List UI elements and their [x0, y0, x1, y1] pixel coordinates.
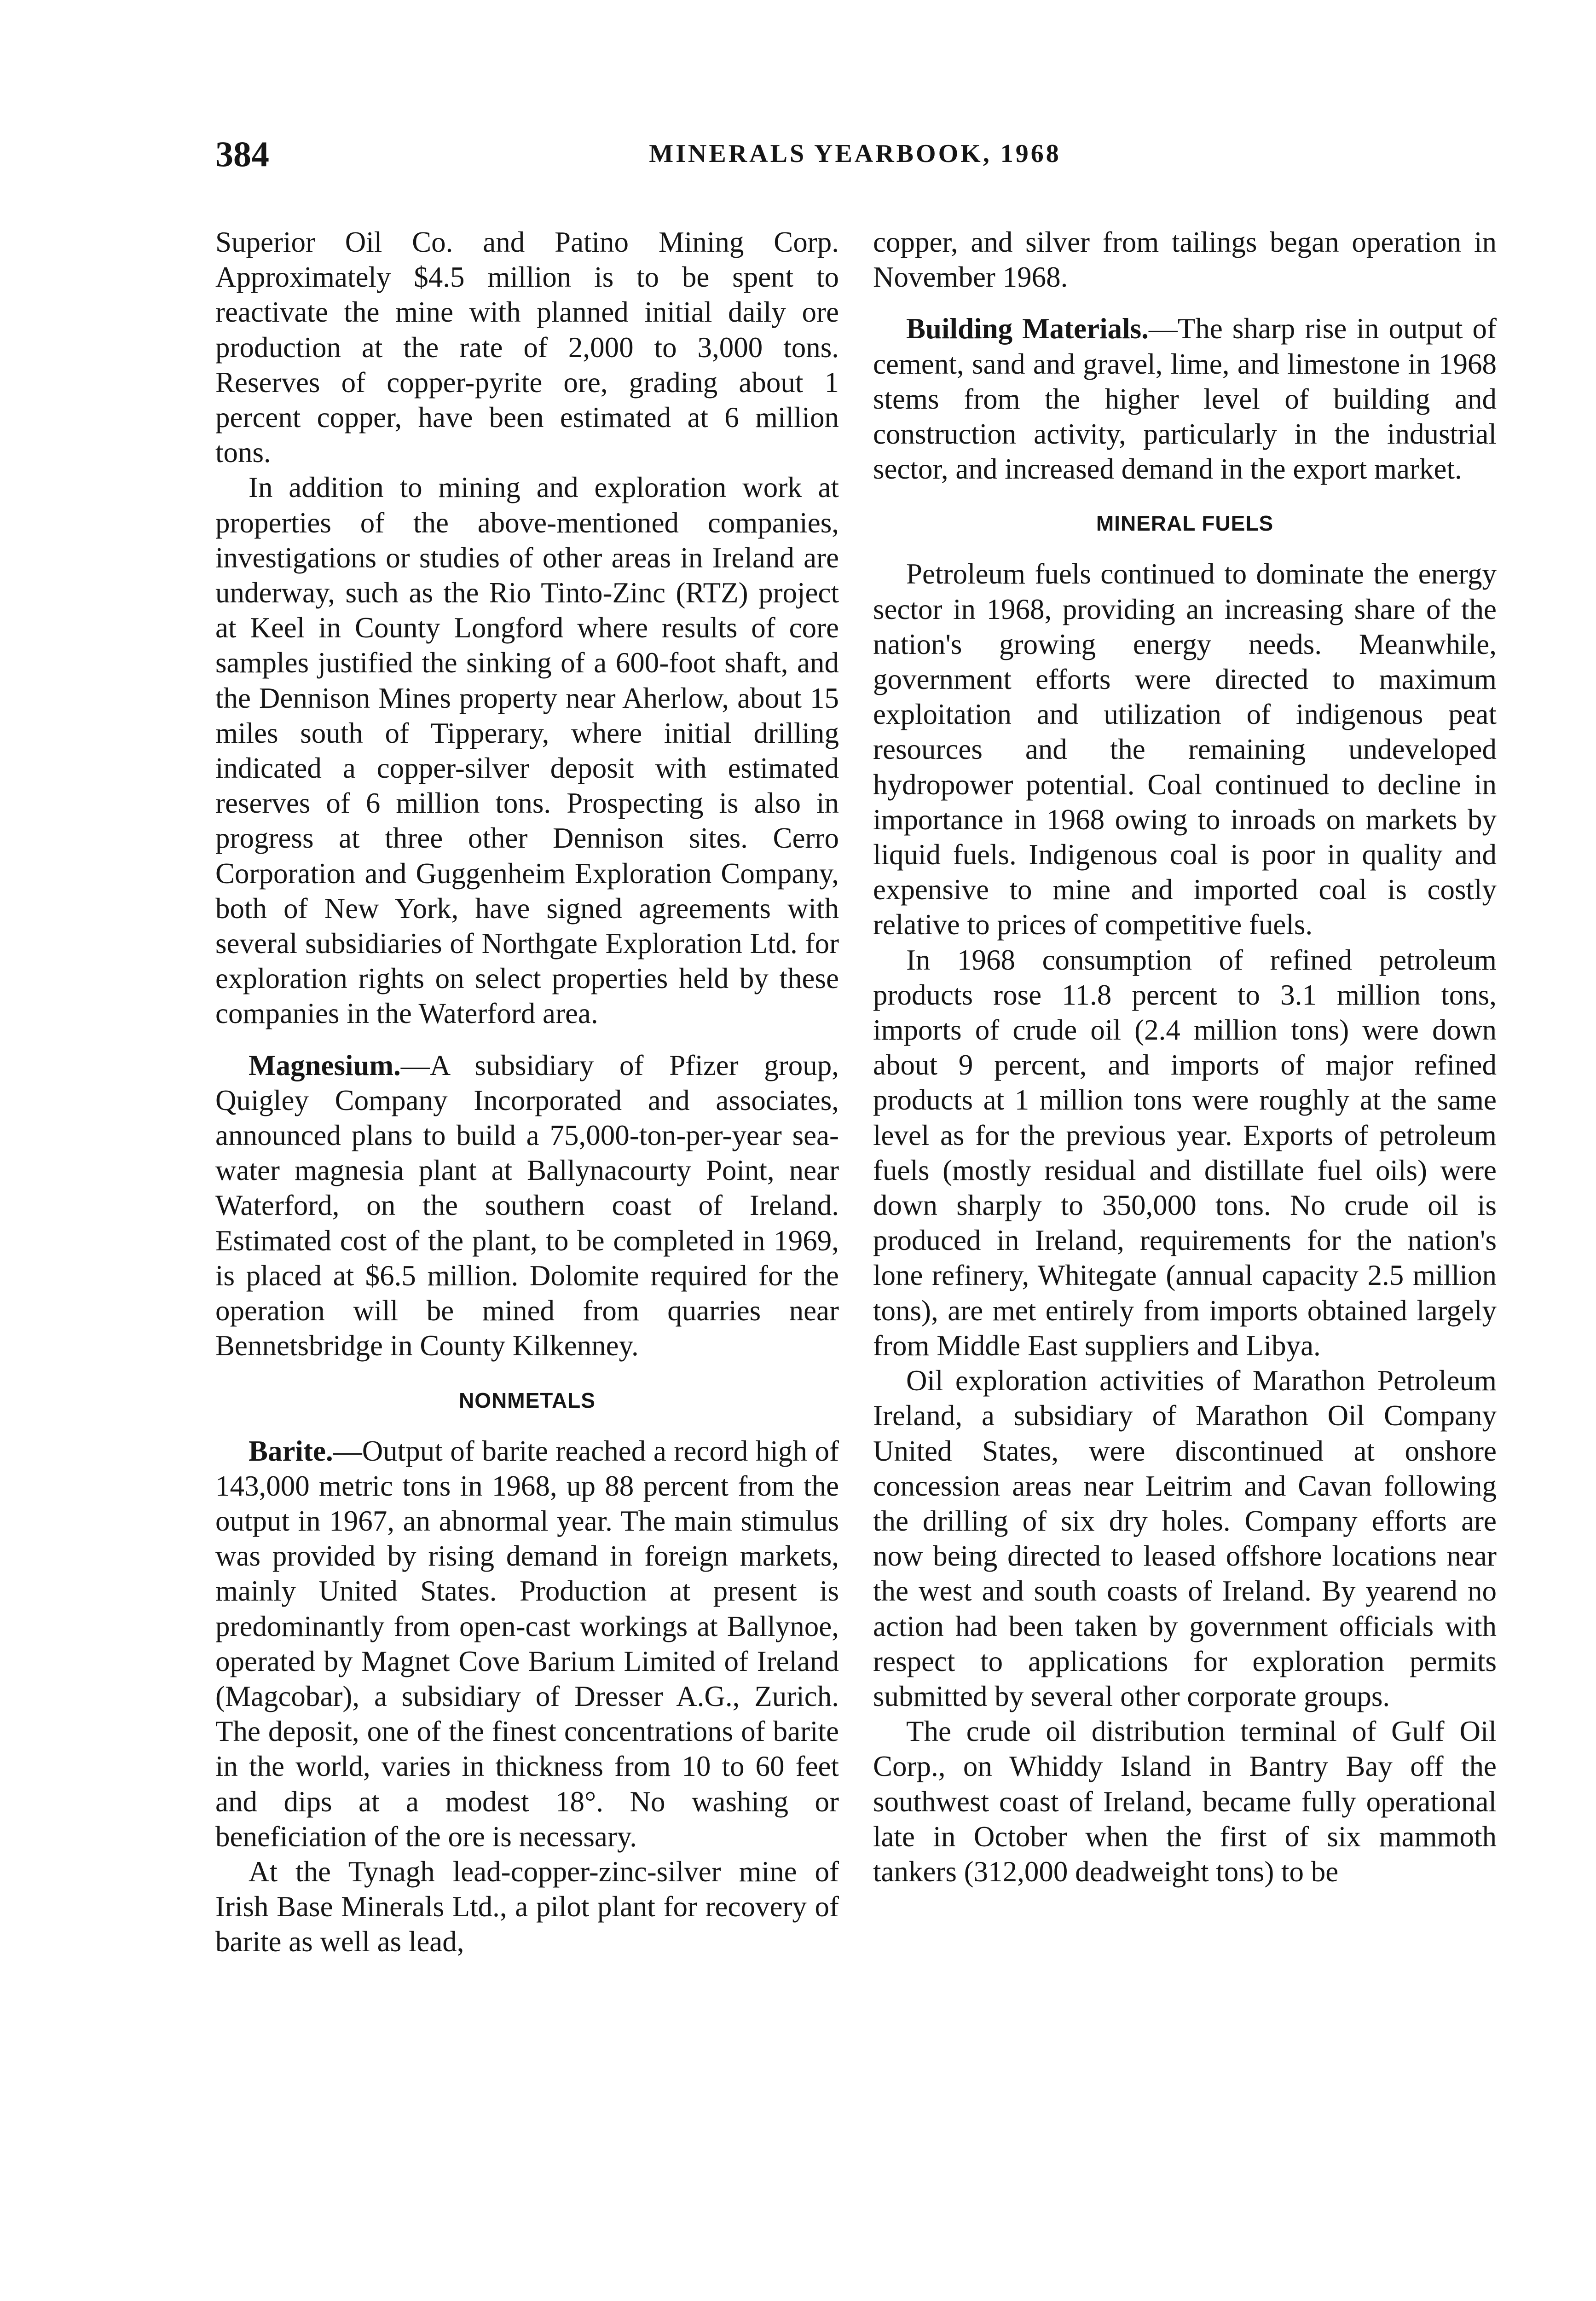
paragraph-tailings: copper, and silver from tailings began operation in November 1968.: [873, 226, 1497, 294]
paragraph-gulf-oil: The crude oil distribution terminal of Gulf Oil Corp., on Whiddy Island in Bantry Bay off the southwest coast of Ireland, became fully operational late in October when the first of six mammoth tankers (312,000 deadweight tons) to be: [873, 1715, 1497, 1888]
paragraph-petroleum: Petroleum fuels continued to dominate the energy sector in 1968, providing an increasing share of the nation's growing energy needs. Meanwhile, government efforts were directed to maximum exploitation and utilization of indigenous peat resources and the remaining undeveloped hydropower potential. Coal continued to decline in importance in 1968 owing to inroads on markets by liquid fuels. Indigenous coal is poor in quality and expensive to mine and imported coal is costly relative to prices of competitive fuels.: [873, 558, 1497, 941]
barite-text: —Output of barite reached a record high of 143,000 metric tons in 1968, up 88 percent from the output in 1967, an abnormal year. The main stimulus was provided by rising demand in foreign markets, mainly United States. Production at present is predominantly from open-cast workings at Ballynoe, operated by Magnet Cove Barium Limited of Ireland (Magcobar), a subsidiary of Dresser A.G., Zurich. The deposit, one of the finest concentrations of barite in the world, varies in thickness from 10 to 60 feet and dips at a modest 18°. No washing or beneficiation of the ore is necessary.: [215, 1434, 839, 1853]
paragraph-magnesium: [215, 1048, 839, 1364]
building-materials-heading: Building Materials.: [906, 312, 1149, 345]
paragraph-barite: [215, 1434, 839, 1854]
magnesium-heading: Magnesium.: [249, 1049, 401, 1081]
page-header: [215, 133, 1495, 184]
section-heading-mineral-fuels: MINERAL FUELS: [1096, 511, 1274, 536]
running-head: MINERALS YEARBOOK, 1968: [649, 139, 1061, 168]
paragraph-building-materials: [873, 311, 1497, 486]
paragraph-ireland-exploration: In addition to mining and exploration work at properties of the above-mentioned companies, investigations or studies of other areas in Ireland are underway, such as the Rio Tinto-Zinc (RTZ) project at Keel in County Longford where results of core samples justified the sinking of a 600-foot shaft, and the Dennison Mines property near Aherlow, about 15 miles south of Tipperary, where initial drilling indicated a copper-silver deposit with estimated reserves of 6 million tons. Prospecting is also in progress at three other Dennison sites. Cerro Corporation and Guggenheim Exploration Company, both of New York, have signed agreements with several subsidiaries of Northgate Exploration Ltd. for exploration rights on select properties held by these companies in the Waterford area.: [215, 471, 839, 1030]
right-column: [873, 225, 1497, 1889]
building-materials-text: —The sharp rise in output of cement, sand and gravel, lime, and limestone in 1968 stems from the higher level of building and construction activity, particularly in the industrial sector, and increased demand in the export market.: [873, 312, 1497, 486]
barite-heading: Barite.: [249, 1434, 333, 1467]
magnesium-text: —A subsidiary of Pfizer group, Quigley Company Incorporated and associates, announced plans to build a 75,000-ton-per-year sea-water magnesia plant at Ballynacourty Point, near Waterford, on the southern coast of Ireland. Estimated cost of the plant, to be completed in 1969, is placed at $6.5 million. Dolomite required for the operation will be mined from quarries near Bennetsbridge in County Kilkenney.: [215, 1049, 839, 1362]
paragraph-tynagh: At the Tynagh lead-copper-zinc-silver mine of Irish Base Minerals Ltd., a pilot plant for recovery of barite as well as lead,: [215, 1855, 839, 1958]
paragraph-consumption: In 1968 consumption of refined petroleum products rose 11.8 percent to 3.1 million tons, imports of crude oil (2.4 million tons) were down about 9 percent, and imports of major refined products at 1 million tons were roughly at the same level as for the previous year. Exports of petroleum fuels (mostly residual and distillate fuel oils) were down sharply to 350,000 tons. No crude oil is produced in Ireland, requirements for the nation's lone refinery, Whitegate (annual capacity 2.5 million tons), are met entirely from imports obtained largely from Middle East suppliers and Libya.: [873, 943, 1497, 1362]
paragraph-superior-oil: Superior Oil Co. and Patino Mining Corp. Approximately $4.5 million is to be spent to reactivate the mine with planned initial daily ore production at the rate of 2,000 to 3,000 tons. Reserves of copper-pyrite ore, grading about 1 percent copper, have been estimated at 6 million tons.: [215, 226, 839, 469]
section-heading-nonmetals: NONMETALS: [459, 1388, 596, 1412]
left-column: [215, 225, 839, 1960]
page-number: 384: [215, 134, 269, 174]
paragraph-marathon: Oil exploration activities of Marathon Petroleum Ireland, a subsidiary of Marathon Oil Company United States, were discontinued at onshore concession areas near Leitrim and Cavan following the drilling of six dry holes. Company efforts are now being directed to leased offshore locations near the west and south coasts of Ireland. By yearend no action had been taken by government officials with respect to applications for exploration permits submitted by several other corporate groups.: [873, 1364, 1497, 1712]
